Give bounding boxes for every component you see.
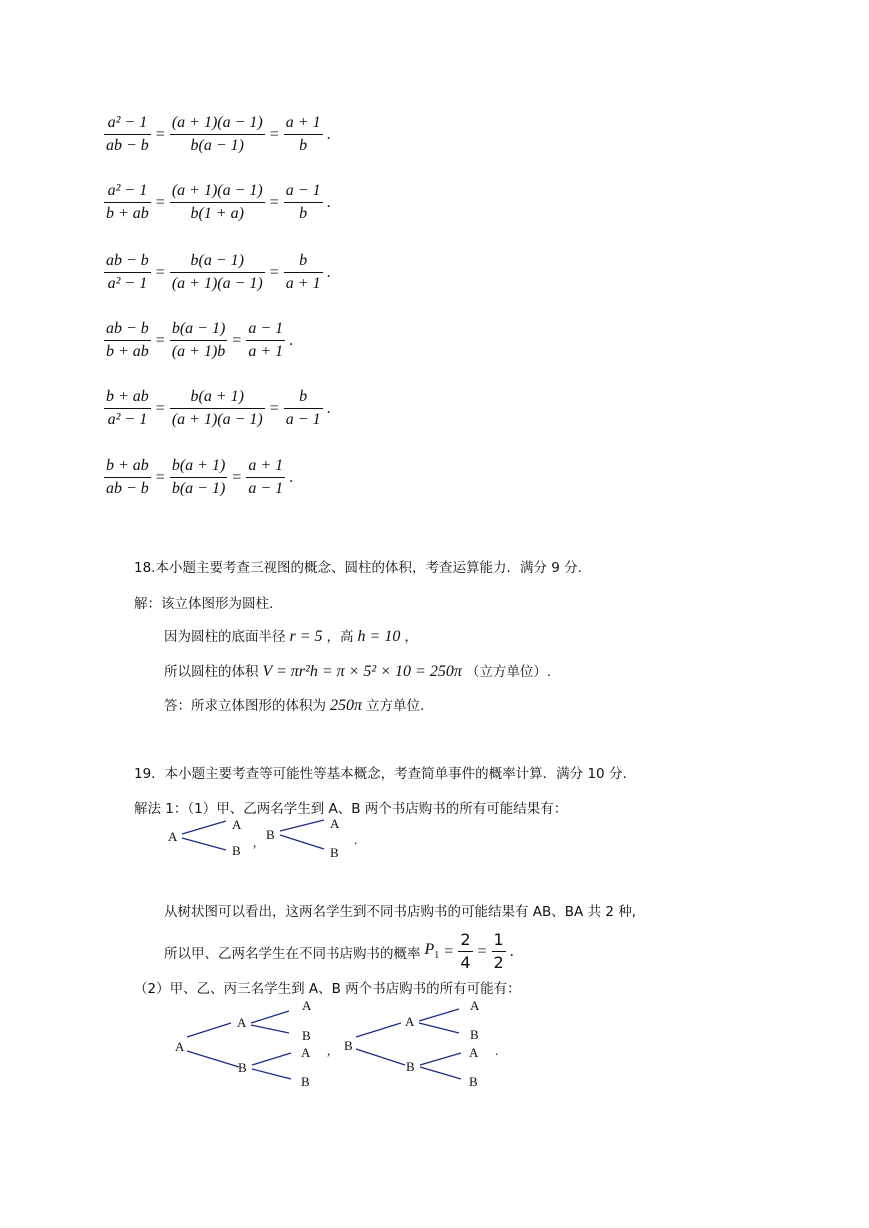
right-fraction (284, 112, 323, 157)
middle-fraction (170, 250, 265, 295)
left-fraction (104, 250, 151, 295)
tree2-root-a: A (175, 1039, 185, 1054)
q19-probability-symbol (425, 941, 440, 961)
equals-sign: = (155, 331, 165, 349)
left-fraction-denominator: a² − 1 (107, 275, 148, 292)
equation-row (104, 386, 331, 431)
q19-probability-period: . (509, 942, 514, 960)
tree-diagram-two-students (160, 812, 380, 862)
right-fraction (284, 386, 323, 431)
equals-sign: = (444, 942, 454, 960)
left-fraction-denominator: b + ab (106, 205, 149, 222)
middle-fraction-numerator: b(a − 1) (170, 250, 265, 273)
q19-observation: 从树状图可以看出，这两名学生到不同书店购书的可能结果有 AB、BA 共 2 种, (164, 904, 637, 920)
tree1-branch-a-to-a (182, 821, 226, 834)
q18-volume-line (164, 660, 551, 681)
tree2-branch (419, 1009, 459, 1021)
q19-probability-line (164, 929, 514, 974)
tree1-leaf-b2: B (330, 845, 339, 860)
right-fraction-denominator: a + 1 (248, 343, 284, 360)
tree1-branch-a-to-b (182, 838, 226, 850)
equals-sign: = (269, 125, 279, 143)
q19-f1-den: 4 (460, 953, 471, 972)
right-fraction (246, 318, 285, 363)
tree2-branch (420, 1067, 461, 1079)
equation-row (104, 250, 331, 295)
left-fraction (104, 386, 151, 431)
equals-sign: = (232, 331, 242, 349)
middle-fraction-denominator: (a + 1)b (171, 343, 226, 360)
equals-sign: = (232, 468, 242, 486)
tree1-leaf-b1: B (232, 843, 241, 858)
middle-fraction-denominator: b(1 + a) (190, 205, 244, 222)
tree1-separator: , (253, 835, 257, 850)
tree2-branch (252, 1069, 291, 1079)
tree2-leaf: B (302, 1028, 311, 1043)
q19-title: 19．本小题主要考查等可能性等基本概念，考查简单事件的概率计算．满分 10 分. (134, 766, 627, 782)
tree2-leaf: A (302, 998, 312, 1013)
q18-radius-text: 因为圆柱的底面半径 (164, 629, 286, 645)
tree2-leaf: B (301, 1074, 310, 1089)
tree2-node-a: A (237, 1015, 247, 1030)
middle-fraction-denominator: b(a − 1) (190, 137, 244, 154)
tree2-branch (420, 1053, 461, 1065)
middle-fraction-denominator: (a + 1)(a − 1) (171, 275, 263, 292)
right-fraction (246, 455, 285, 500)
q18-height-value: h = 10 (357, 628, 401, 645)
left-fraction-numerator: ab − b (104, 250, 151, 273)
tree2-root-b: B (344, 1038, 353, 1053)
q18-volume-text: 所以圆柱的体积 (164, 664, 259, 680)
equals-sign: = (269, 193, 279, 211)
equals-sign: = (269, 399, 279, 417)
q19-f2-den: 2 (493, 953, 504, 972)
tree2-node-a: A (405, 1014, 415, 1029)
q19-part2: （2）甲、乙、丙三名学生到 A、B 两个书店购书的所有可能有： (134, 981, 521, 997)
q19-f2-num: 1 (492, 929, 506, 952)
left-fraction-denominator: ab − b (106, 480, 149, 497)
q19-fraction-two-fourths (458, 929, 472, 974)
tree2-branch (252, 1053, 291, 1065)
equation-period: . (326, 399, 331, 417)
right-fraction (284, 180, 323, 225)
right-fraction-numerator: b (284, 250, 323, 273)
right-fraction-denominator: a + 1 (285, 275, 321, 292)
equation-period: . (326, 263, 331, 281)
tree1-root-a: A (168, 829, 178, 844)
left-fraction-numerator: a² − 1 (104, 180, 151, 203)
tree2-branch (251, 1025, 289, 1033)
left-fraction-denominator: ab − b (106, 137, 149, 154)
tree2-period: . (495, 1043, 499, 1058)
right-fraction-denominator: b (299, 137, 308, 154)
right-fraction-numerator: b (284, 386, 323, 409)
right-fraction-denominator: a − 1 (248, 480, 284, 497)
middle-fraction-numerator: b(a + 1) (170, 455, 227, 478)
q18-answer-line (164, 694, 424, 715)
tree1-leaf-a2: A (330, 816, 340, 831)
equals-sign: = (155, 468, 165, 486)
tree2-leaf: B (469, 1074, 478, 1089)
middle-fraction-numerator: b(a − 1) (170, 318, 227, 341)
q18-volume-formula: V = πr²h = π × 5² × 10 = 250π (262, 663, 462, 680)
tree1-leaf-a1: A (232, 817, 242, 832)
right-fraction-numerator: a + 1 (284, 112, 323, 135)
left-fraction (104, 180, 151, 225)
q19-solution-part1: 解法 1：（1）甲、乙两名学生到 A、B 两个书店购书的所有可能结果有： (134, 801, 568, 817)
tree2-leaf: A (469, 1045, 479, 1060)
q18-volume-unit: （立方单位）. (465, 664, 552, 680)
left-fraction-denominator: a² − 1 (107, 411, 148, 428)
q18-comma: ， (404, 629, 418, 645)
tree1-branch-b-to-a (280, 820, 324, 831)
q18-height-text: ，高 (326, 629, 354, 645)
tree2-node-b: B (406, 1059, 415, 1074)
left-fraction-numerator: b + ab (104, 455, 151, 478)
left-fraction-numerator: ab − b (104, 318, 151, 341)
equation-row (104, 318, 293, 363)
equals-sign: = (155, 125, 165, 143)
middle-fraction (170, 455, 227, 500)
equation-row (104, 180, 331, 225)
left-fraction (104, 318, 151, 363)
equation-row (104, 455, 293, 500)
middle-fraction (170, 318, 227, 363)
middle-fraction-numerator: (a + 1)(a − 1) (170, 180, 265, 203)
right-fraction-denominator: a − 1 (285, 411, 321, 428)
right-fraction-denominator: b (299, 205, 308, 222)
tree1-branch-b-to-b (280, 835, 324, 849)
q19-fraction-one-half (492, 929, 506, 974)
middle-fraction (170, 180, 265, 225)
left-fraction-denominator: b + ab (106, 343, 149, 360)
q18-title: 18.本小题主要考查三视图的概念、圆柱的体积，考查运算能力．满分 9 分. (134, 560, 582, 576)
middle-fraction (170, 386, 265, 431)
equation-period: . (289, 331, 294, 349)
q19-p-letter: P (424, 941, 435, 959)
tree2-leaf: A (470, 998, 480, 1013)
q18-radius-line (164, 625, 418, 646)
q18-answer-unit: 立方单位. (366, 698, 425, 714)
q19-p-subscript: 1 (434, 950, 440, 962)
tree-diagram-three-students (165, 995, 525, 1095)
right-fraction-numerator: a − 1 (284, 180, 323, 203)
equation-period: . (289, 468, 294, 486)
left-fraction-numerator: b + ab (104, 386, 151, 409)
q19-f1-num: 2 (458, 929, 472, 952)
left-fraction (104, 112, 151, 157)
tree2-branch (187, 1051, 239, 1067)
left-fraction (104, 455, 151, 500)
middle-fraction-denominator: b(a − 1) (171, 480, 226, 497)
tree1-root-b: B (266, 827, 275, 842)
tree2-leaf: B (470, 1027, 479, 1042)
equation-period: . (326, 125, 331, 143)
middle-fraction-numerator: (a + 1)(a − 1) (170, 112, 265, 135)
middle-fraction-denominator: (a + 1)(a − 1) (171, 411, 263, 428)
q18-answer-text: 答：所求立体图形的体积为 (164, 698, 326, 714)
tree2-branch (187, 1023, 231, 1037)
middle-fraction-numerator: b(a + 1) (170, 386, 265, 409)
middle-fraction (170, 112, 265, 157)
tree2-branch (356, 1049, 405, 1065)
q19-probability-text: 所以甲、乙两名学生在不同书店购书的概率 (164, 945, 421, 962)
q18-radius-value: r = 5 (289, 628, 323, 645)
tree2-leaf: A (301, 1045, 311, 1060)
equals-sign: = (269, 263, 279, 281)
tree2-branch (419, 1023, 459, 1033)
equals-sign: = (155, 263, 165, 281)
tree2-branch (356, 1023, 401, 1037)
q18-answer-value: 250π (330, 697, 363, 714)
equals-sign: = (477, 942, 487, 960)
q18-solution-intro: 解：该立体图形为圆柱. (134, 596, 274, 612)
equals-sign: = (155, 399, 165, 417)
equation-row (104, 112, 331, 157)
tree2-node-b: B (238, 1060, 247, 1075)
right-fraction-numerator: a − 1 (246, 318, 285, 341)
tree2-branch (251, 1011, 289, 1023)
right-fraction-numerator: a + 1 (246, 455, 285, 478)
left-fraction-numerator: a² − 1 (104, 112, 151, 135)
equation-period: . (326, 193, 331, 211)
tree2-separator: , (327, 1043, 331, 1058)
equals-sign: = (155, 193, 165, 211)
tree1-period: . (354, 832, 358, 847)
right-fraction (284, 250, 323, 295)
